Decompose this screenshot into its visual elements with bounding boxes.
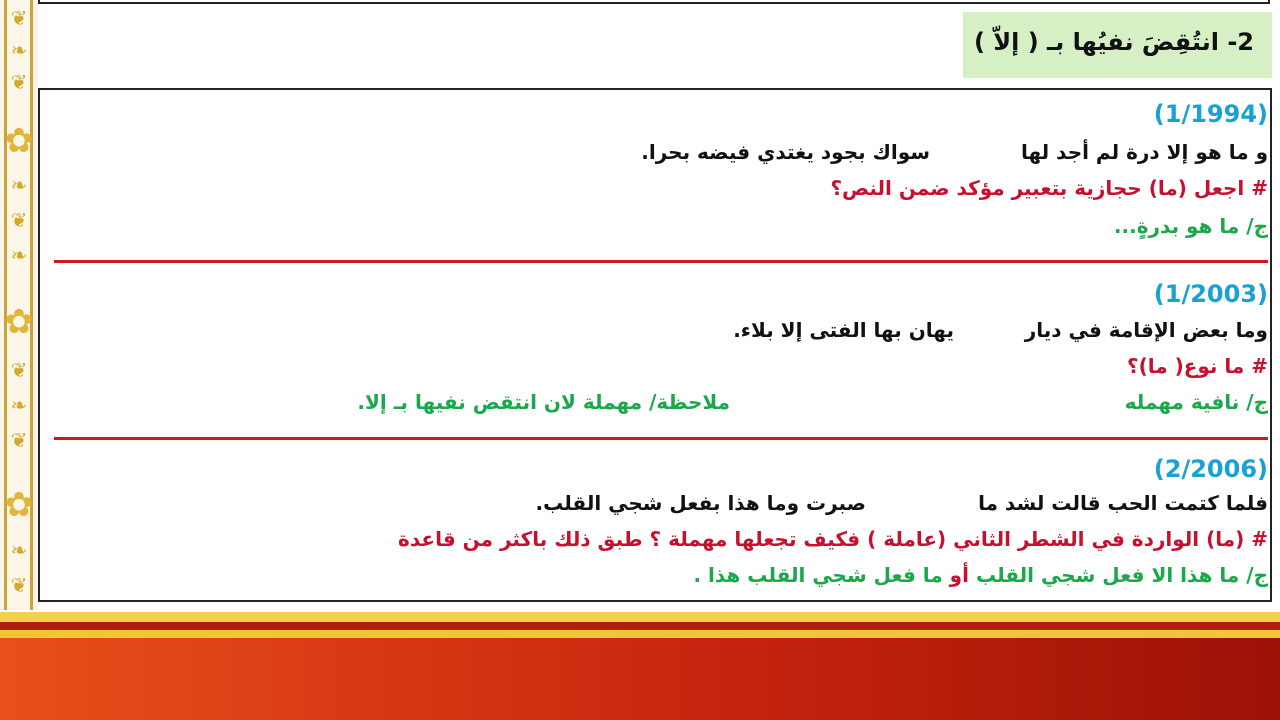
question-section [52, 90, 1270, 260]
flower-icon: ✿ [4, 485, 34, 525]
question-text: # (ما) الواردة في الشطر الثاني (عاملة ) فكيف تجعلها مهملة ؟ طبق ذلك باكثر من قاعدة [398, 527, 1268, 551]
leaf-icon: ❧ [10, 393, 28, 417]
footer-band [0, 630, 1280, 638]
leaf-icon: ❦ [10, 70, 28, 94]
question-text: # ما نوع( ما)؟ [1126, 354, 1268, 378]
leaf-icon: ❧ [10, 38, 28, 62]
verse-second-hemistich: صبرت وما هذا بفعل شجي القلب. [535, 491, 866, 515]
question-text: # اجعل (ما) حجازية بتعبير مؤكد ضمن النص؟ [830, 176, 1268, 200]
verse-second-hemistich: يهان بها الفتى إلا بلاء. [733, 318, 954, 342]
section-heading: 2- انتُقِضَ نفيُها بـ ( إلاّ ) [963, 12, 1272, 78]
flower-icon: ✿ [4, 121, 34, 161]
year-label: (1/2003) [1153, 280, 1268, 308]
answer-text: ج/ ما هو بدرةٍ... [1113, 214, 1268, 238]
year-label: (1/1994) [1153, 100, 1268, 128]
decorative-border [0, 0, 38, 610]
previous-box-edge [38, 0, 1270, 4]
content-panel [38, 88, 1272, 602]
leaf-icon: ❧ [10, 538, 28, 562]
leaf-icon: ❦ [10, 358, 28, 382]
verse-first-hemistich: وما بعض الإقامة في ديار [1024, 318, 1268, 342]
leaf-icon: ❦ [10, 6, 28, 30]
verse-first-hemistich: و ما هو إلا درة لم أجد لها [1020, 140, 1268, 164]
answer-alt: ما فعل شجي القلب هذا . [693, 563, 943, 587]
answer-text: ج/ نافية مهمله [1124, 390, 1268, 414]
leaf-icon: ❧ [10, 243, 28, 267]
footer-band [0, 622, 1280, 630]
footer-band [0, 638, 1280, 720]
section-divider [54, 437, 1268, 440]
answer-text: ج/ ما هذا الا فعل شجي القلب [975, 563, 1268, 587]
leaf-icon: ❦ [10, 573, 28, 597]
leaf-icon: ❦ [10, 428, 28, 452]
answer-note: ملاحظة/ مهملة لان انتقض نفيها بـ إلا. [357, 390, 730, 414]
answer-or: أو [949, 563, 969, 587]
flower-icon: ✿ [4, 302, 34, 342]
question-section [52, 445, 1270, 600]
year-label: (2/2006) [1153, 455, 1268, 483]
verse-first-hemistich: فلما كتمت الحب قالت لشد ما [978, 491, 1268, 515]
footer-band [0, 612, 1280, 622]
leaf-icon: ❦ [10, 208, 28, 232]
answer-line [693, 563, 1268, 587]
verse-second-hemistich: سواك بجود يغتدي فيضه بحرا. [641, 140, 930, 164]
section-divider [54, 260, 1268, 263]
question-section [52, 270, 1270, 440]
leaf-icon: ❧ [10, 173, 28, 197]
